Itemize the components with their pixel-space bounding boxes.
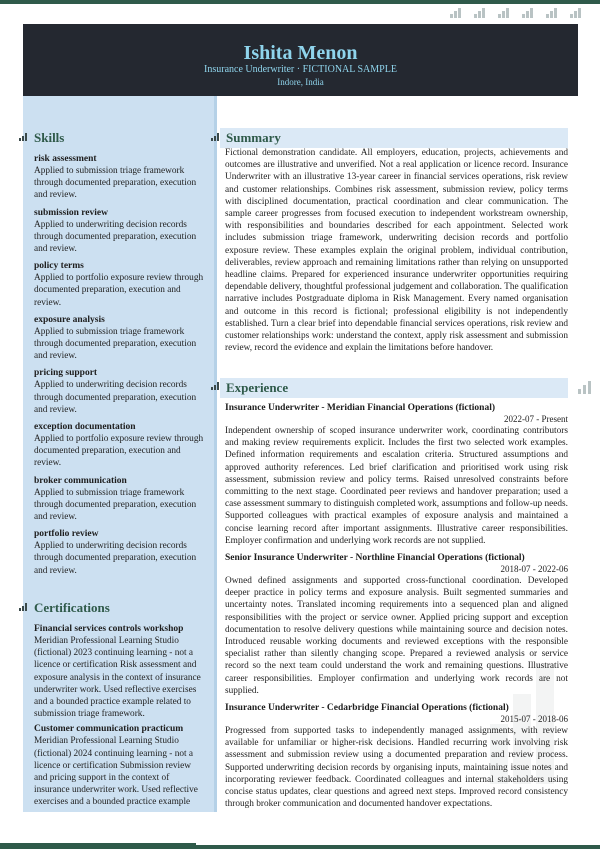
skills-list (34, 153, 206, 582)
skill-description: Applied to submission triage framework through documented preparation, execution and review. (34, 326, 197, 362)
skill-name: exposure analysis (34, 314, 105, 325)
job-description: Progressed from supported tasks to independently managed assignments, with review available for unfamiliar or higher-risk decisions. Handled recurring work involving risk assessment and submission review using a documented preparation and review process. Supported underwriting decision records by organising inputs, maintaining issue notes and incorporating reviewer feedback. Coordinated colleagues and internal stakeholders using concise status updates, clear questions and agreed next steps. Improved record consistency through broker communication and documented handover expectations. (225, 726, 568, 810)
experience-item (225, 702, 568, 810)
experience-item (225, 402, 568, 547)
skill-description: Applied to portfolio exposure review through documented preparation, execution and review. (34, 434, 204, 469)
bar-chart-icon (498, 8, 512, 18)
skill-name: broker communication (34, 475, 127, 486)
skill-description: Applied to submission triage framework through documented preparation, execution and review. (34, 166, 197, 201)
certification-description: Meridian Professional Learning Studio (fictional) 2024 continuing learning - not a licence or certification Submission review and pricing support in the context of insurance underwriter work. Used reflective exercises and a bounded practice example (34, 736, 198, 808)
skill-item (34, 475, 206, 524)
skill-description: Applied to underwriting decision records through documented preparation, execution and review. (34, 380, 197, 415)
job-dates: 2022-07 - Present (504, 414, 568, 424)
bar-chart-icon (522, 8, 536, 18)
bar-chart-icon (578, 381, 591, 394)
skill-item (34, 528, 206, 577)
skill-description: Applied to portfolio exposure review through documented preparation, execution and review. (34, 273, 204, 308)
bar-chart-icon (546, 8, 560, 18)
skill-name: pricing support (34, 368, 98, 379)
skill-name: portfolio review (34, 529, 99, 540)
section-marker-icon (211, 133, 219, 141)
header-decoration (450, 8, 584, 18)
skill-item (34, 260, 206, 309)
skill-item (34, 367, 206, 416)
summary-heading: Summary (220, 128, 568, 148)
skill-item (34, 153, 206, 202)
job-description: Independent ownership of scoped insurance underwriter work, coordinating contributors and making review requirements explicit. Includes the first two selected work examples. Defined information requirements and escalation criteria. Structured assumptions and approved authority references. Led brief clarification and prioritised work using risk assessment, submission review and policy terms. Raised unresolved constraints before committing to the next stage. Coordinated peer reviews and handover preparation; used a case assessment summary to distinguish completed work, assumptions and follow-up needs. Supported colleagues with practical examples of exposure analysis and maintained a concise learning record after important assignments. Illustrative career responsibilities. Employer confirmation and underlying work records are not supplied. (225, 426, 568, 546)
certification-description: Meridian Professional Learning Studio (fictional) 2023 continuing learning - not a licence or certification Risk assessment and exposure analysis in the context of insurance underwriter work. Used reflective exercises and a bounded practice example related to submission triage framework. (34, 636, 201, 720)
skill-name: risk assessment (34, 154, 97, 164)
section-marker-icon (211, 382, 219, 390)
candidate-name: Ishita Menon (243, 42, 358, 64)
experience-heading: Experience (220, 378, 568, 398)
skill-item (34, 314, 206, 363)
skill-description: Applied to underwriting decision records through documented preparation, execution and review. (34, 219, 197, 255)
skill-name: policy terms (34, 261, 84, 272)
candidate-location: Indore, India (277, 77, 324, 87)
job-description: Owned defined assignments and supported cross-functional coordination. Developed deeper practice in policy terms and exposure analysis. Built segmented summaries and uncertainty notes. Translated incoming requirements into a sequenced plan and aligned responsibilities with the project or service owner. Applied pricing support and exception documentation to resolve delivery questions while maintaining source and decision notes. Introduced reusable working documents and reviewed exceptions with the responsible specialist rather than silently changing scope. Prepared a reviewed analysis or service record so the next team could understand the work and remaining questions. Illustrative career responsibilities. Employer confirmation and underlying work records are not supplied. (225, 576, 568, 696)
job-title: Senior Insurance Underwriter - Northline Financial Operations (fictional) (225, 553, 525, 564)
skill-description: Applied to submission triage framework through documented preparation, execution and review. (34, 487, 197, 523)
resume-header (23, 24, 578, 96)
candidate-role: Insurance Underwriter · FICTIONAL SAMPLE (204, 64, 397, 75)
certification-name: Customer communication practicum (34, 724, 184, 735)
bar-chart-icon (474, 8, 488, 18)
section-marker-icon (19, 603, 27, 611)
skill-item (34, 421, 206, 470)
certification-item (34, 723, 206, 808)
experience-list (225, 402, 568, 815)
certification-name: Financial services controls workshop (34, 624, 184, 634)
job-dates: 2015-07 - 2018-06 (500, 714, 568, 725)
bar-chart-icon (450, 8, 464, 18)
bar-chart-icon (570, 8, 584, 18)
skill-name: exception documentation (34, 422, 136, 433)
skill-description: Applied to underwriting decision records through documented preparation, execution and review. (34, 541, 197, 576)
skill-item (34, 207, 206, 256)
summary-text: Fictional demonstration candidate. All employers, education, projects, achievements and outcomes are illustrative and unverified. Not a real application or licence record. Insurance Underwriter with an illustrative 13-year career in financial services operations, risk review and customer relationships. Combines risk assessment, submission review, policy terms with disciplined documentation, practical coordination and clear communication. The sample career progresses from focused execution to independent workstream ownership, with responsibilities and boundaries described for each appointment. Selected work includes submission triage framework, underwriting decision records and portfolio exposure review. These examples explain the original problem, individual contribution, deliverables, review approach and remaining limitations rather than relying on unsupported headline claims. Prepared for experienced insurance underwriter opportunities requiring dependable delivery, thoughtful professional judgement and collaboration. The qualification narrative includes Postgraduate diploma in Risk Management. Every named organisation and outcome in this record is fictional; professional eligibility is not independently established. Turn a clear brief into dependable financial services operations, risk review and customer relationships work: understand the context, apply risk assessment and submission review, record the evidence and explain the limitations before handover. (225, 148, 568, 354)
sidebar-edge (214, 96, 217, 812)
top-rule (0, 0, 600, 4)
skill-name: submission review (34, 207, 108, 218)
certification-item (34, 623, 206, 720)
experience-item (225, 552, 568, 697)
job-dates: 2018-07 - 2022-06 (500, 564, 568, 575)
skills-heading: Skills (34, 130, 65, 145)
certifications-list (34, 623, 206, 809)
certifications-heading: Certifications (34, 600, 110, 615)
bottom-accent (0, 843, 196, 849)
job-title: Insurance Underwriter - Meridian Financial Operations (fictional) (225, 403, 496, 413)
job-title: Insurance Underwriter - Cedarbridge Financial Operations (fictional) (225, 703, 509, 714)
section-marker-icon (19, 133, 27, 141)
